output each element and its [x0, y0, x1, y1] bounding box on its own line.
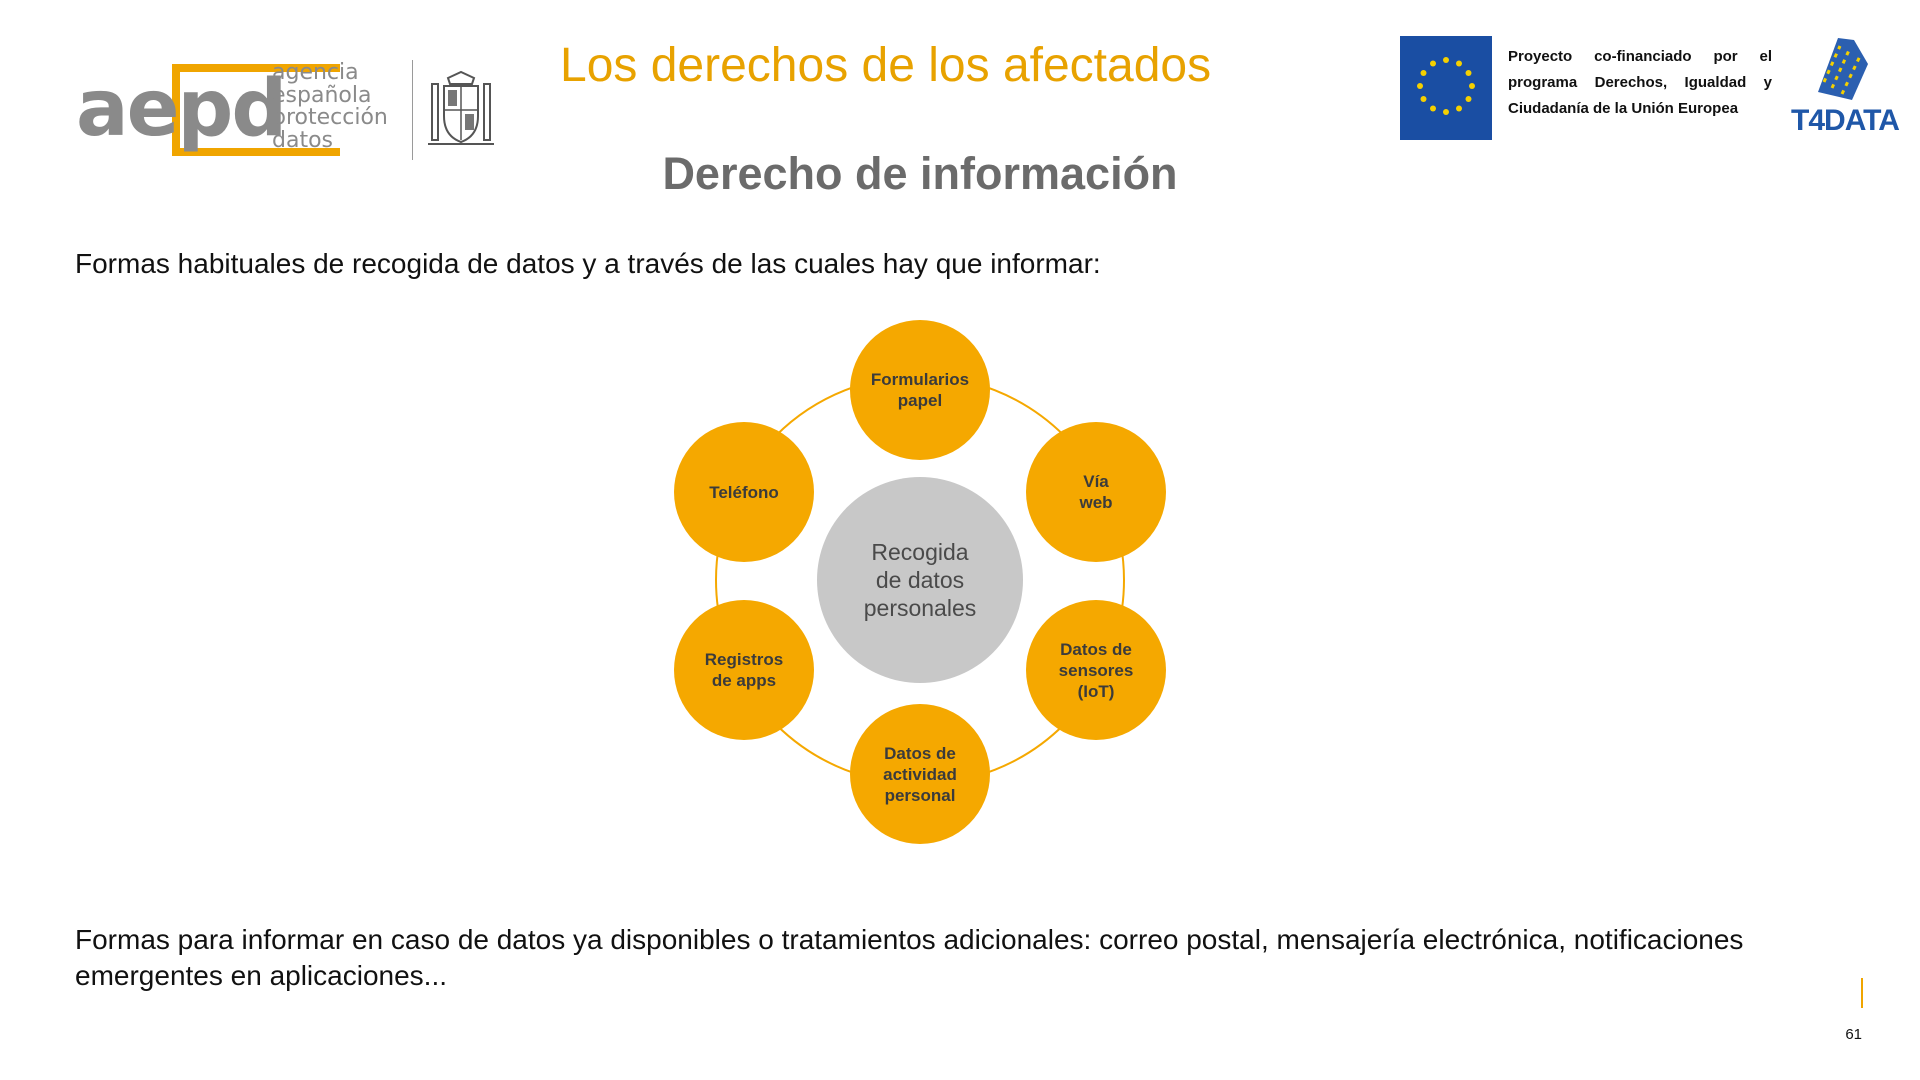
aepd-tagline: agencia española protección datos — [272, 60, 388, 153]
aepd-logo — [76, 60, 506, 170]
t4data-logo — [1790, 34, 1900, 144]
node-via-web: Vía web — [1026, 422, 1166, 562]
page-number: 61 — [1845, 1026, 1862, 1043]
accent-line — [1861, 978, 1863, 1008]
t4data-label: T4DATA — [1791, 104, 1899, 137]
coat-of-arms-icon — [426, 70, 496, 150]
eu-cofinancing-notice: Proyecto co-financiado por el programa Derechos, Igualdad y Ciudadanía de la Unión Europea — [1508, 48, 1772, 117]
aepd-logo-word: aepd — [76, 64, 286, 154]
closing-text: Formas para informar en caso de datos ya disponibles o tratamientos adicionales: correo postal, mensajería electrónica, notificaciones emergentes en aplicaciones... — [75, 924, 1744, 991]
node-telefono: Teléfono — [674, 422, 814, 562]
eu-flag-icon — [1400, 36, 1492, 140]
page-title: Los derechos de los afectados — [560, 39, 1212, 92]
node-datos-sensores: Datos de sensores (IoT) — [1026, 600, 1166, 740]
t4data-emblem-icon — [1808, 34, 1878, 104]
node-datos-actividad: Datos de actividad personal — [850, 704, 990, 844]
center-node: Recogida de datos personales — [817, 477, 1023, 683]
intro-text: Formas habituales de recogida de datos y a través de las cuales hay que informar: — [75, 248, 1101, 279]
logo-divider — [412, 60, 413, 160]
node-registros-apps: Registros de apps — [674, 600, 814, 740]
section-subtitle: Derecho de información — [662, 148, 1178, 199]
node-formularios-papel: Formularios papel — [850, 320, 990, 460]
data-collection-diagram — [660, 310, 1180, 850]
